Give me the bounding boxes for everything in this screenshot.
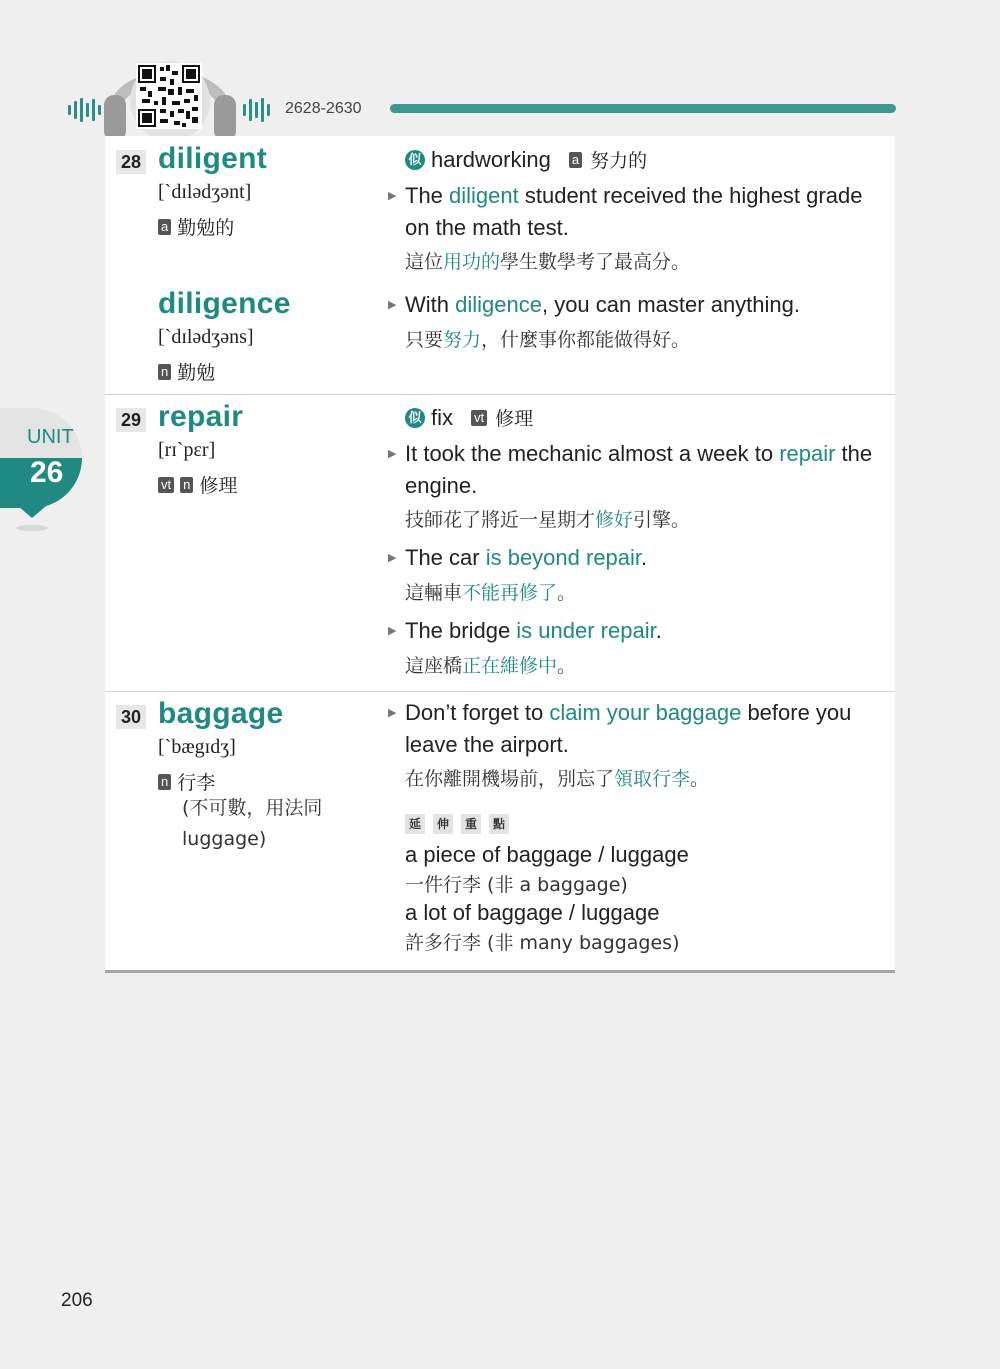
example-sentence: ▶ With diligence, you can master anything. — [405, 289, 885, 321]
synonym-badge: 似 — [405, 408, 425, 428]
highlight: repair — [779, 441, 836, 466]
meaning: 行李 — [177, 772, 216, 794]
bullet-triangle-icon: ▶ — [388, 448, 397, 460]
pos-tag: n — [158, 364, 171, 380]
usage-note: (不可數，用法同 luggage) — [182, 797, 323, 850]
unit-tab — [0, 408, 82, 512]
bullet-triangle-icon: ▶ — [388, 625, 397, 637]
pos-tag: n — [180, 477, 193, 493]
example-translation: 技師花了將近一星期才修好引擎。 — [405, 509, 691, 531]
unit-label: UNIT — [27, 426, 74, 448]
part-of-speech — [158, 358, 215, 385]
headword: diligent — [158, 142, 268, 175]
highlight: diligent — [449, 183, 519, 208]
pos-tag: vt — [158, 477, 174, 493]
example-translation: 這輛車不能再修了。 — [405, 582, 577, 604]
entry-number: 29 — [116, 408, 146, 432]
audio-header — [0, 0, 1000, 140]
example-sentence: ▶ The bridge is under repair. — [405, 615, 885, 647]
bullet-triangle-icon: ▶ — [388, 190, 397, 202]
part-of-speech — [158, 471, 237, 498]
headword: repair — [158, 400, 244, 433]
example-sentence: ▶ The diligent student received the highest grade on the math test. — [405, 180, 885, 244]
entry-baggage — [105, 692, 895, 968]
pos-tag: n — [158, 774, 171, 790]
qr-code[interactable] — [136, 63, 202, 129]
pronunciation: [ˋdɪlədʒənt] — [158, 181, 252, 203]
part-of-speech — [158, 768, 215, 795]
pos-tag: vt — [471, 410, 487, 426]
meaning: 修理 — [199, 475, 238, 497]
synonym — [405, 404, 533, 431]
headword: baggage — [158, 697, 284, 730]
entry-diligent — [105, 136, 895, 394]
highlight: is under repair — [516, 618, 656, 643]
part-of-speech — [158, 213, 234, 240]
example-sentence: ▶ Don’t forget to claim your baggage before you leave the airport. — [405, 697, 885, 761]
pos-tag: a — [569, 152, 582, 168]
track-range: 2628-2630 — [285, 100, 362, 117]
highlight: diligence — [455, 292, 542, 317]
bullet-triangle-icon: ▶ — [388, 552, 397, 564]
phrase-translation: 許多行李 (非 many baggages) — [405, 932, 680, 954]
extension-label: 延 伸 重 點 — [405, 814, 509, 834]
synonym — [405, 146, 647, 173]
derived-headword: diligence — [158, 287, 291, 320]
example-translation: 在你離開機場前，別忘了領取行李。 — [405, 768, 710, 790]
example-translation: 這座橋正在維修中。 — [405, 655, 577, 677]
header-bar — [390, 104, 896, 113]
meaning: 勤勉 — [177, 362, 216, 384]
page-number: 206 — [61, 1290, 93, 1311]
synonym-meaning: 努力的 — [590, 150, 648, 172]
entry-number: 28 — [116, 150, 146, 174]
meaning: 勤勉的 — [177, 217, 235, 239]
highlight: claim your baggage — [549, 700, 742, 725]
example-translation: 只要努力，什麼事你都能做得好。 — [405, 329, 691, 351]
bullet-triangle-icon: ▶ — [388, 707, 397, 719]
soundwave-left-icon — [68, 98, 101, 122]
entry-number: 30 — [116, 705, 146, 729]
example-sentence: ▶ The car is beyond repair. — [405, 542, 885, 574]
highlight: is beyond repair — [485, 545, 642, 570]
phrase: a piece of baggage / luggage — [405, 842, 689, 867]
synonym-badge: 似 — [405, 150, 425, 170]
phrase: a lot of baggage / luggage — [405, 900, 660, 925]
pronunciation: [ˋbægɪdʒ] — [158, 736, 236, 758]
example-sentence: ▶ It took the mechanic almost a week to repair the engine. — [405, 438, 885, 502]
soundwave-right-icon — [243, 98, 270, 122]
entry-repair — [105, 395, 895, 691]
synonym-word: hardworking — [431, 146, 551, 172]
phrase-translation: 一件行李 (非 a baggage) — [405, 874, 628, 896]
example-translation: 這位用功的學生數學考了最高分。 — [405, 251, 691, 273]
synonym-word: fix — [431, 404, 453, 430]
pos-tag: a — [158, 219, 171, 235]
unit-number: 26 — [30, 456, 64, 489]
pronunciation: [rɪˋpɛr] — [158, 439, 216, 461]
vocabulary-panel — [105, 136, 895, 973]
bullet-triangle-icon: ▶ — [388, 299, 397, 311]
synonym-meaning: 修理 — [495, 408, 534, 430]
pronunciation: [ˋdɪlədʒəns] — [158, 326, 254, 348]
